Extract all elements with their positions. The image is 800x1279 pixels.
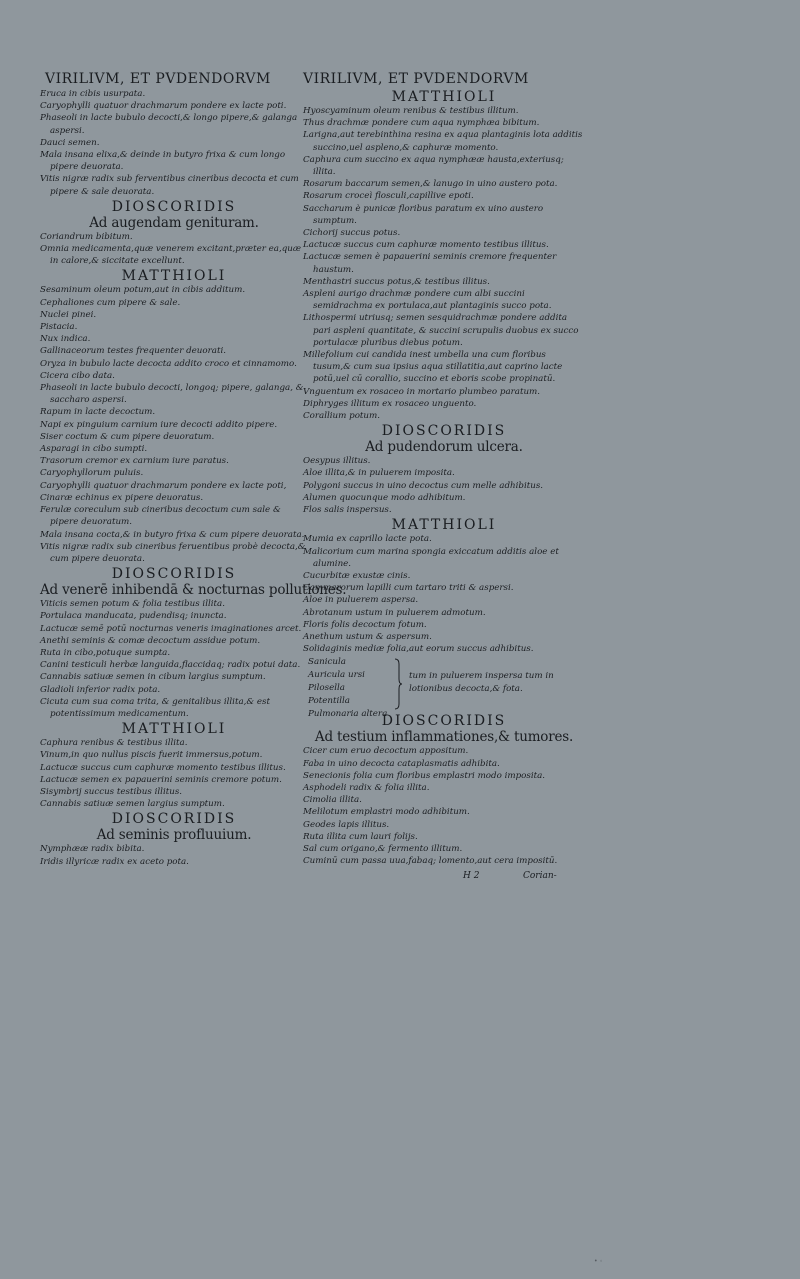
remedy-line: Mumia ex caprillo lacte pota. bbox=[303, 534, 432, 545]
remedy-line: Cimolia illita. bbox=[303, 795, 362, 806]
remedy-line: Aloe in puluerem aspersa. bbox=[303, 595, 419, 606]
remedy-line: Dauci semen. bbox=[40, 137, 100, 148]
section-author-heading: DIOSCORIDIS bbox=[381, 713, 507, 730]
remedy-line: Melilotum emplastri modo adhibitum. bbox=[303, 807, 470, 818]
remedy-line: Abrotanum ustum in puluerem admotum. bbox=[303, 607, 486, 618]
remedy-line: Sesaminum oleum potum,aut in cibis additum. bbox=[40, 285, 246, 296]
remedy-line: Siser coctum & cum pipere deuoratum. bbox=[40, 431, 215, 442]
remedy-line: Cichorij succus potus. bbox=[303, 228, 401, 239]
remedy-line: Saccharum è punicæ floribus paratum ex uino austero sumptum. bbox=[303, 203, 544, 226]
remedy-line: Cuminū cum passa uua,fabaq; lomento,aut cera impositū. bbox=[303, 856, 558, 867]
remedy-line: Malicorium cum marina spongia exiccatum additis aloe et alumine. bbox=[303, 546, 559, 569]
remedy-list bbox=[303, 455, 585, 516]
section-subject-heading: Ad pudendorum ulcera. bbox=[365, 439, 523, 456]
remedy-line: Pistacia. bbox=[40, 322, 78, 333]
remedy-line: Cannabis satiuæ semen largius sumptum. bbox=[40, 799, 225, 810]
section-author-heading: MATTHIOLI bbox=[391, 89, 497, 105]
remedy-line: Lactucæ semē potū nocturnas veneris imaginationes arcet. bbox=[40, 623, 302, 634]
running-header-right: VIRILIVM, ET PVDENDORVM bbox=[303, 71, 529, 87]
remedy-line: Anethum ustum & aspersum. bbox=[303, 631, 432, 642]
remedy-list bbox=[40, 284, 308, 565]
remedy-list bbox=[40, 598, 308, 720]
remedy-line: Nuclei pinei. bbox=[40, 309, 97, 320]
remedy-line: Vitis nigræ radix sub cineribus feruentibus probè decocta,& cum pipere deuorata. bbox=[40, 541, 306, 564]
remedy-line: Coriandrum bibitum. bbox=[40, 231, 133, 242]
plant-group-text: tum in puluerem inspersa tum in lotionibus decocta,& fota. bbox=[409, 671, 554, 695]
remedy-line: Aspleni aurigo drachmæ pondere cum albi succini semidrachma ex portulaca,aut plantaginis succo pota. bbox=[303, 289, 552, 312]
remedy-line: Aloe illita,& in puluerem imposita. bbox=[303, 468, 455, 479]
remedy-line: Geodes lapis illitus. bbox=[303, 819, 390, 830]
remedy-line: Lactucæ succus cum caphuræ momento testibus illitus. bbox=[40, 762, 286, 773]
section-author-heading: MATTHIOLI bbox=[121, 721, 227, 738]
remedy-line: Cucurbitæ exustæ cinis. bbox=[303, 570, 411, 581]
remedy-line: Larigna,aut terebinthina resina ex aqua plantaginis lota additis succino,uel aspleno,& caphuræ momento. bbox=[303, 130, 583, 153]
remedy-line: Napi ex pinguium carnium iure decocti addito pipere. bbox=[40, 419, 278, 430]
remedy-line: Viticis semen potum & folia testibus illita. bbox=[40, 599, 225, 610]
remedy-line: Lactucæ semen ex papauerini seminis cremore potum. bbox=[40, 774, 282, 785]
remedy-line: Canini testiculi herbæ languida,flaccidaq; radix potui data. bbox=[40, 660, 301, 671]
remedy-list bbox=[40, 88, 308, 198]
section-author-heading: DIOSCORIDIS bbox=[111, 198, 237, 215]
remedy-line: Caryophyllorum puluis. bbox=[40, 468, 144, 479]
section-subject-heading: Ad augendam genituram. bbox=[89, 214, 259, 231]
remedy-line: Trasorum cremor ex carnium iure paratus. bbox=[40, 456, 229, 467]
remedy-line: Oesypus illitus. bbox=[303, 456, 371, 467]
section-subject-heading: Ad seminis profluuium. bbox=[96, 827, 252, 844]
catchword: Corian- bbox=[523, 871, 557, 882]
remedy-line: Hyoscyaminum oleum renibus & testibus illitum. bbox=[303, 106, 519, 116]
remedy-line: Mala insana cocta,& in butyro frixa & cum pipere deuorata. bbox=[40, 529, 305, 540]
remedy-line: Rosarum baccarum semen,& lanugo in uino austero pota. bbox=[303, 179, 558, 190]
remedy-line: Ferulæ coreculum sub cineribus decoctum cum sale & pipere deuoratum. bbox=[40, 505, 281, 528]
remedy-line: Senecionis folia cum floribus emplastri modo imposita. bbox=[303, 770, 546, 781]
remedy-line: Iridis illyricæ radix ex aceto pota. bbox=[40, 856, 189, 867]
remedy-line: Ruta illita cum lauri folijs. bbox=[303, 831, 418, 842]
remedy-line: Millefolium cui candida inest umbella una cum floribus tusum,& cum sua ipsius aqua stillatitia,aut caprino lacte potū,uel cū corallio, succino et eboris scobe propinatū. bbox=[303, 350, 563, 385]
remedy-line: Mala insana elixa,& deinde in butyro frixa & cum longo pipere deuorata. bbox=[40, 150, 286, 173]
remedy-line: Alumen quocunque modo adhibitum. bbox=[303, 492, 466, 503]
remedy-line: Diphryges illitum ex rosaceo unguento. bbox=[303, 398, 477, 409]
remedy-line: Lactucæ succus cum caphuræ momento testibus illitus. bbox=[303, 240, 549, 251]
remedy-line: Omnia medicamenta,quæ venerem excitant,præter ea,quæ in calore,& siccitate excellunt. bbox=[40, 244, 302, 267]
section-author-heading: MATTHIOLI bbox=[121, 268, 227, 285]
remedy-line: Eruca in cibis usurpata. bbox=[40, 89, 146, 99]
remedy-line: Portulaca manducata, pudendisq; inuncta. bbox=[40, 611, 227, 622]
remedy-line: Caryophylli quatuor drachmarum pondere ex lacte poti, bbox=[40, 480, 287, 491]
remedy-list bbox=[303, 105, 585, 422]
remedy-line: Cicuta cum sua coma trita, & genitalibus illita,& est potentissimum medicamentum. bbox=[40, 696, 270, 719]
remedy-line: Oryza in bubulo lacte decocta addito croco et cinnamomo. bbox=[40, 358, 297, 369]
remedy-line: Caphura cum succino ex aqua nymphææ hausta,exteriusq; illita. bbox=[303, 154, 564, 178]
section-author-heading: DIOSCORIDIS bbox=[111, 566, 237, 583]
remedy-list bbox=[40, 231, 308, 268]
remedy-line: Rapum in lacte decoctum. bbox=[40, 407, 156, 418]
remedy-line: Solidaginis mediæ folia,aut eorum succus adhibitus. bbox=[303, 644, 534, 655]
remedy-line: Cinaræ echinus ex pipere deuoratus. bbox=[40, 492, 204, 503]
plant-name: Pulmonaria altera bbox=[308, 709, 388, 720]
curly-brace-icon bbox=[393, 658, 403, 710]
remedy-line: Faba in uino decocta cataplasmatis adhibita. bbox=[303, 758, 500, 769]
remedy-line: Cicer cum eruo decoctum appositum. bbox=[303, 746, 469, 757]
remedy-line: Phaseoli in lacte bubulo decocti,& longo pipere,& galanga aspersi. bbox=[40, 113, 298, 136]
section-author-heading: MATTHIOLI bbox=[391, 517, 497, 534]
remedy-line: Sisymbrij succus testibus illitus. bbox=[40, 786, 183, 797]
remedy-list bbox=[40, 737, 308, 810]
remedy-line: Anethi seminis & comæ decoctum assidue potum. bbox=[40, 635, 261, 646]
remedy-line: Cannabis satiuæ semen in cibum largius sumptum. bbox=[40, 672, 266, 683]
remedy-line: Lactucæ semen è papauerini seminis cremore frequenter haustum. bbox=[303, 252, 557, 275]
remedy-line: Sal cum origano,& fermento illitum. bbox=[303, 843, 463, 854]
remedy-line: Corallium potum. bbox=[303, 411, 381, 422]
remedy-line: Ruta in cibo,potuque sumpta. bbox=[40, 647, 171, 658]
remedy-line: Vnguentum ex rosaceo in mortario plumbeo paratum. bbox=[303, 386, 541, 397]
remedy-line: Gladioli inferior radix pota. bbox=[40, 684, 161, 695]
remedy-line: Floris folis decoctum fotum. bbox=[303, 619, 427, 630]
remedy-line: Rosarum croceì flosculi,capillive epoti. bbox=[303, 191, 474, 202]
plant-name: Pilosella bbox=[308, 683, 345, 694]
remedy-line: Caryophylli quatuor drachmarum pondere ex lacte poti. bbox=[40, 101, 287, 112]
remedy-line: Flos salis inspersus. bbox=[303, 505, 392, 516]
remedy-line: Phaseoli in lacte bubulo decocti, longoq; pipere, galanga, & saccharo aspersi. bbox=[40, 383, 304, 406]
section-author-heading: DIOSCORIDIS bbox=[381, 423, 507, 440]
plant-name: Potentilla bbox=[308, 696, 350, 707]
plant-group bbox=[303, 656, 585, 720]
remedy-line: Nux indica. bbox=[40, 334, 91, 345]
remedy-list bbox=[303, 745, 585, 867]
plant-name: Auricula ursi bbox=[308, 670, 365, 681]
remedy-line: Lithospermi utriusq; semen sesquidrachmæ pondere addita pari aspleni quantitate, & succini scrupulis duobus ex succo portulacæ pluribus diebus potum. bbox=[303, 313, 579, 348]
remedy-line: Cicera cibo data. bbox=[40, 370, 115, 381]
remedy-line: Caphura renibus & testibus illita. bbox=[40, 738, 188, 749]
remedy-line: Menthastri succus potus,& testibus illitus. bbox=[303, 276, 490, 287]
remedy-line: Nymphææ radix bibita. bbox=[40, 844, 145, 855]
remedy-line: Asparagi in cibo sumpti. bbox=[40, 444, 148, 455]
remedy-line: Asphodeli radix & folia illita. bbox=[303, 782, 430, 793]
page-footer bbox=[303, 869, 585, 883]
right-column bbox=[303, 70, 585, 883]
plant-name: Sanicula bbox=[308, 657, 346, 668]
paper-speck: • ◦ bbox=[594, 1258, 603, 1265]
section-subject-heading: Ad testium inflammationes,& tumores. bbox=[314, 729, 574, 746]
remedy-line: Cammarorum lapilli cum tartaro triti & aspersi. bbox=[303, 583, 514, 594]
remedy-list bbox=[303, 533, 585, 655]
remedy-line: Gallinaceorum testes frequenter deuorati. bbox=[40, 346, 226, 357]
remedy-line: Vinum,in quo nullus piscis fuerit immersus,potum. bbox=[40, 750, 263, 761]
running-header-left: VIRILIVM, ET PVDENDORVM bbox=[45, 71, 271, 87]
remedy-line: Cephaliones cum pipere & sale. bbox=[40, 297, 181, 308]
remedy-line: Vitis nigræ radix sub ferventibus cineribus decocta et cum pipere & sale deuorata. bbox=[40, 174, 299, 197]
remedy-line: Polygoni succus in uino decoctus cum melle adhibitus. bbox=[303, 480, 544, 491]
remedy-list bbox=[40, 843, 308, 867]
remedy-line: Thus drachmæ pondere cum aqua nymphæa bibitum. bbox=[303, 118, 540, 129]
section-author-heading: DIOSCORIDIS bbox=[111, 811, 237, 828]
signature-mark: H 2 bbox=[463, 871, 480, 882]
section-subject-heading: Ad venerē inhibendā & nocturnas pollutiones. bbox=[40, 582, 347, 599]
